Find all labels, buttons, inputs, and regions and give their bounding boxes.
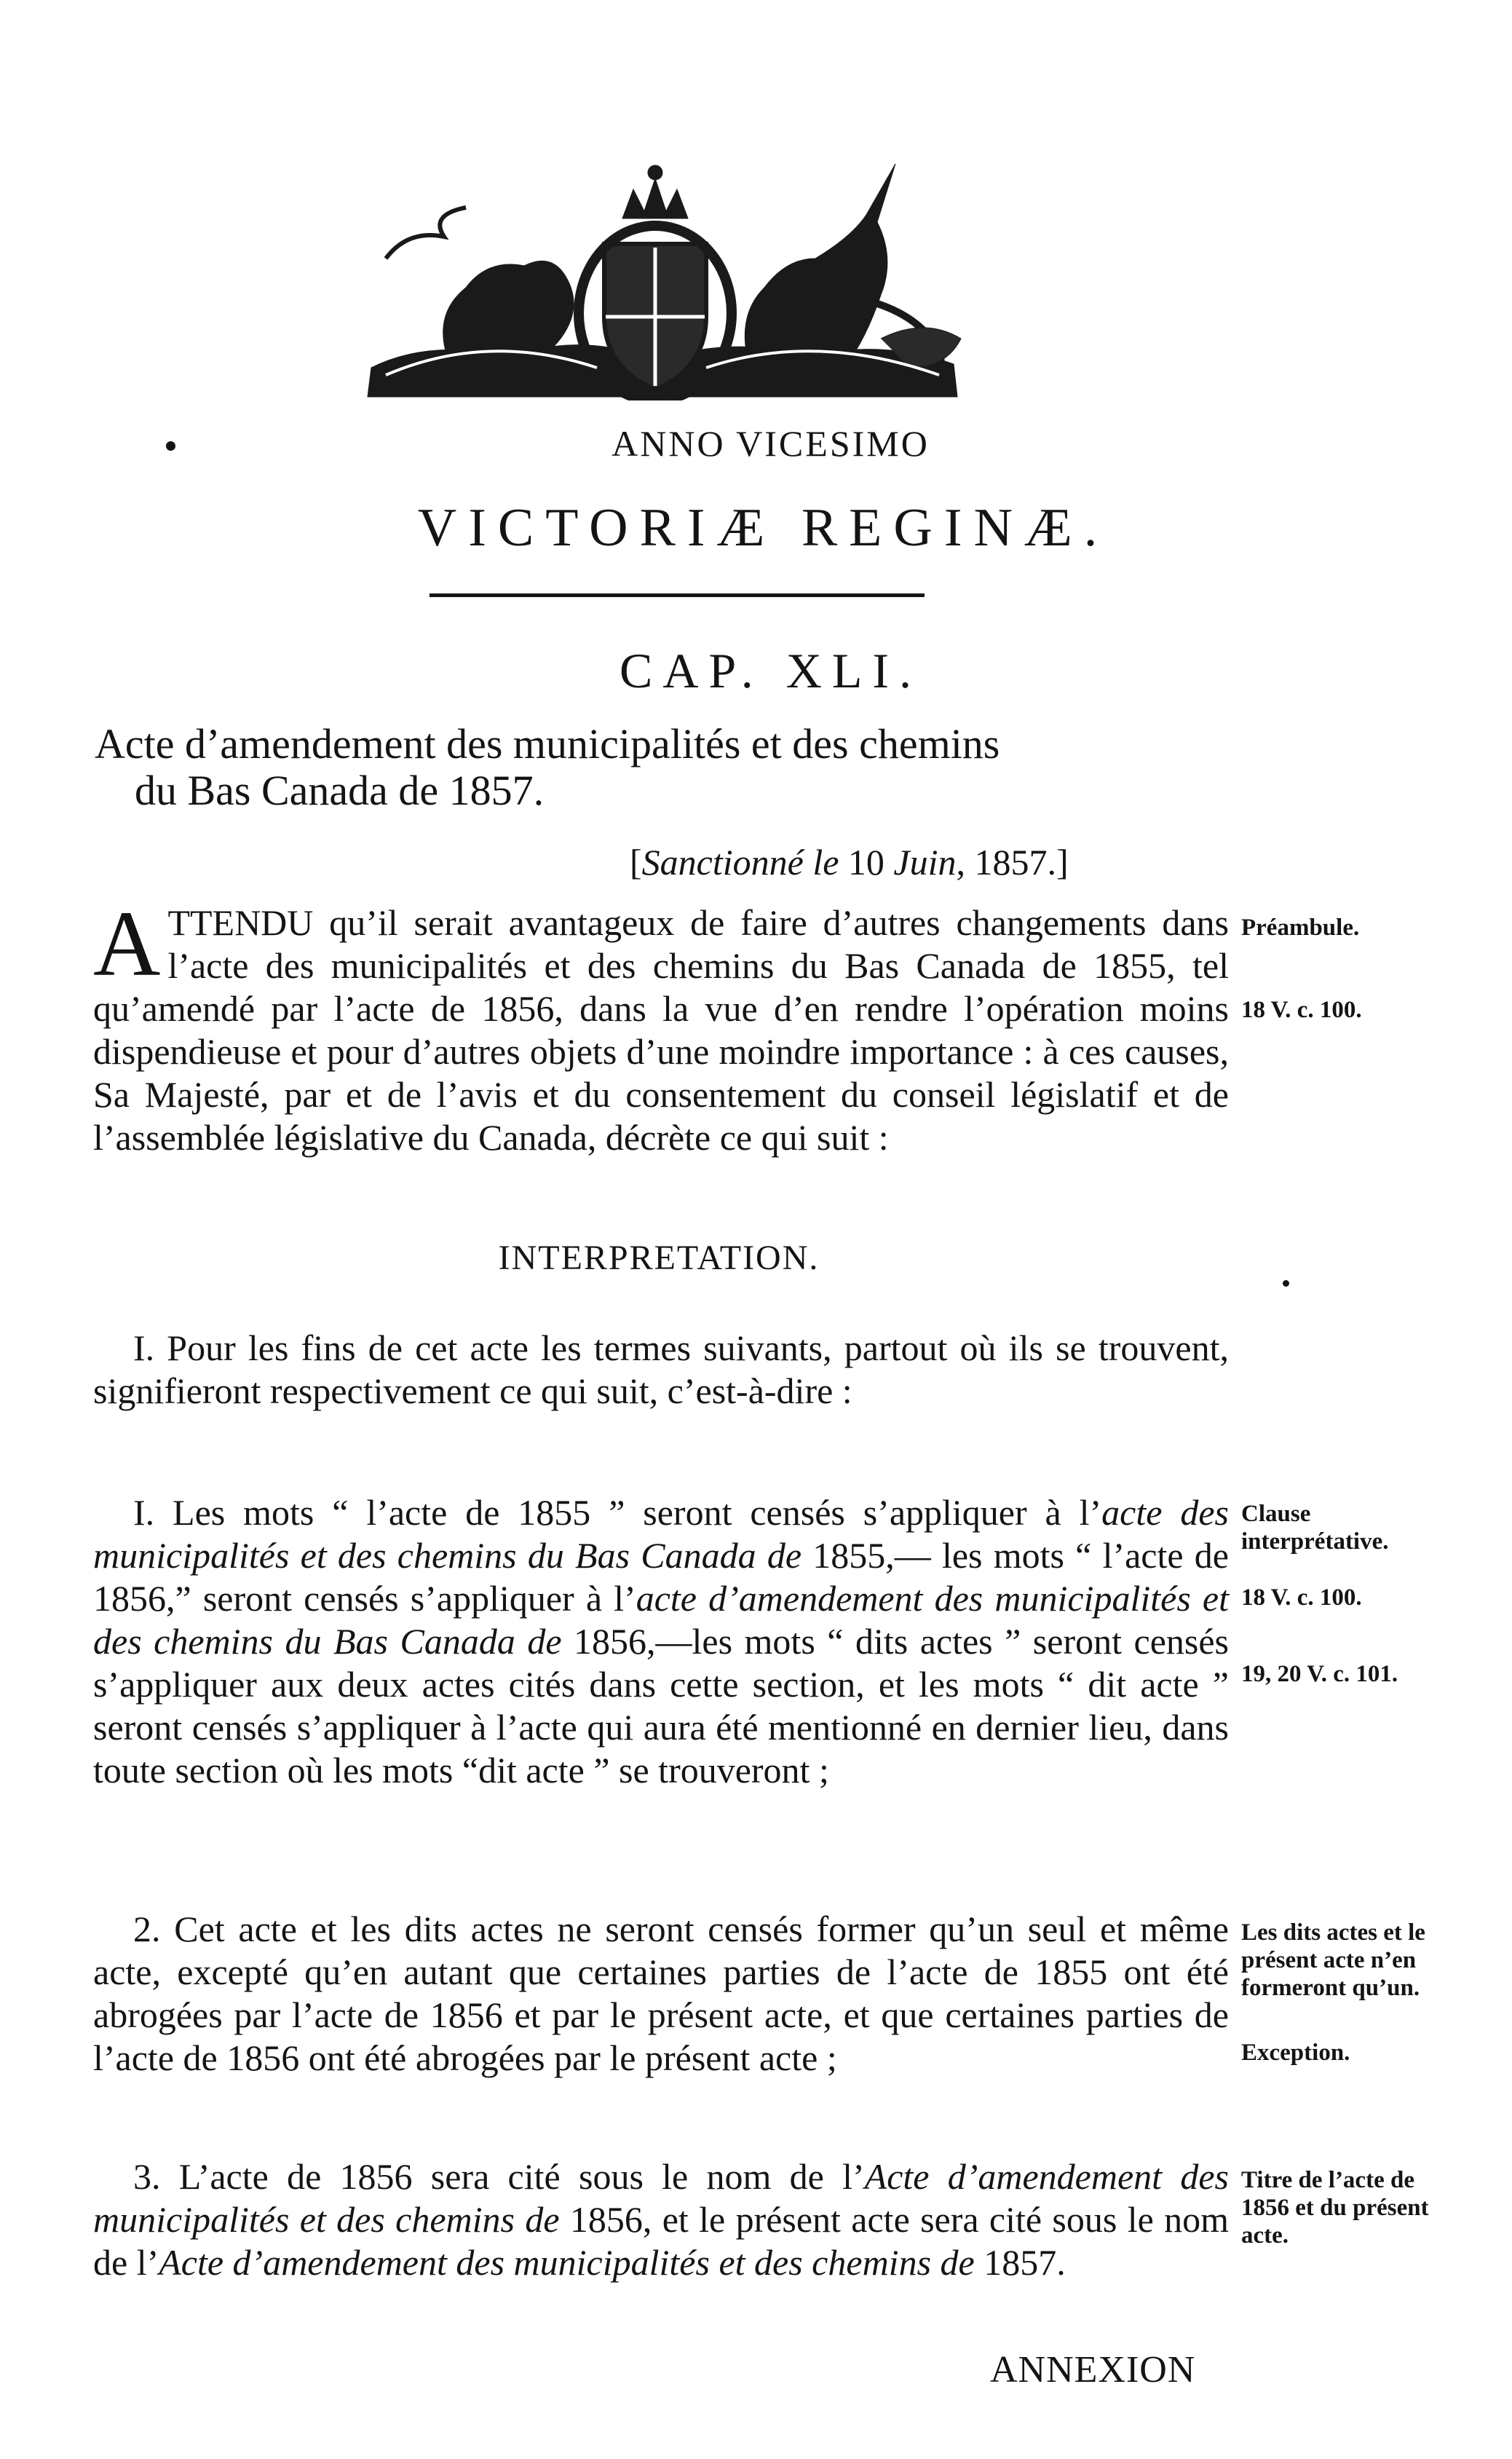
sec3-text-b: Acte d’amendement des municipalités et des chemins de <box>93 2156 1229 2240</box>
margin-note-ref-3: 19, 20 V. c. 101. <box>1241 1661 1398 1687</box>
margin-note-preambule: Préambule. <box>1241 915 1360 941</box>
margin-note-ref: 18 V. c. 100. <box>1241 997 1362 1023</box>
sanction-bracket: [ <box>630 842 642 883</box>
sec3-text-a: 3. L’acte de 1856 sera cité sous le nom de l’ <box>133 2156 865 2197</box>
subsection-1 <box>93 1491 1229 1792</box>
drop-cap: A <box>93 892 161 995</box>
royal-coat-of-arms-icon <box>342 149 975 400</box>
act-title-line2: du Bas Canada de 1857. <box>135 767 545 814</box>
section-1-text: I. Pour les fins de cet acte les termes suivants, partout où ils se trouvent, signifieront respectivement ce qui suit, c’est-à-dire : <box>93 1327 1229 1411</box>
sanction-label: Sanctionné le <box>641 842 839 883</box>
divider-rule <box>430 593 925 597</box>
stray-mark <box>1283 1280 1289 1287</box>
section-1 <box>93 1327 1229 1413</box>
section-2 <box>93 1908 1229 2080</box>
sanction-date <box>630 841 1069 883</box>
section-3 <box>93 2155 1229 2284</box>
preamble-paragraph <box>93 892 1229 1159</box>
margin-note-titre: Titre de l’acte de 1856 et du présent acte. <box>1241 2167 1429 2249</box>
sub1-text-e: 1856,—les mots “ dits actes ” seront censés s’appliquer aux deux actes cités dans cette section, et les mots “ dit acte ” seront censés s’appliquer à l’acte qui aura été mentionné en dernier lieu, dans toute section où les mots “dit acte ” se trouveront ; <box>93 1621 1229 1791</box>
sanction-year: , 1857.] <box>956 842 1069 883</box>
act-title-line1: Acte d’amendement des municipalités et des chemins <box>95 720 1000 767</box>
sub1-text-a: I. Les mots “ l’acte de 1855 ” seront censés s’appliquer à l’ <box>133 1492 1102 1533</box>
section-heading: INTERPRETATION. <box>498 1239 820 1277</box>
chapter-number: CAP. XLI. <box>619 643 922 698</box>
sec3-text-c: 1856, et le présent acte sera cité sous le nom de l’ <box>93 2199 1230 2283</box>
margin-note-dits-actes: Les dits actes et le présent acte n’en formeront qu’un. <box>1241 1919 1425 2001</box>
section-2-text: 2. Cet acte et les dits actes ne seront censés former qu’un seul et même acte, excepté qu’en autant que certaines parties de l’acte de 1855 ont été abrogées par l’acte de 1856 et par le présent acte, et que certaines parties de l’acte de 1856 ont été abrogées par le présent acte ; <box>93 1909 1229 2078</box>
margin-note-clause: Clause interprétative. <box>1241 1501 1389 1555</box>
anno-line: ANNO VICESIMO <box>611 423 930 464</box>
regnal-title: VICTORIÆ REGINÆ. <box>417 498 1109 558</box>
sec3-text-d: Acte d’amendement des municipalités et des chemins de <box>159 2242 975 2283</box>
sub1-text-d: acte d’amendement des municipalités et des chemins du Bas Canada de <box>93 1578 1229 1662</box>
sub1-text-b: acte des municipalités et des chemins du Bas Canada de <box>93 1492 1229 1576</box>
sub1-text-c: 1855,— les mots “ l’acte de 1856,” seront censés s’appliquer à l’ <box>93 1535 1229 1619</box>
preamble-text: TTENDU qu’il serait avantageux de faire d’autres changements dans l’acte des municipalités et des chemins du Bas Canada de 1855, tel qu’amendé par l’acte de 1856, dans la vue d’en rendre l’opération moins dispendieuse et pour d’autres objets d’une moindre importance : à ces causes, Sa Majesté, par et de l’avis et du consentement du conseil législatif et de l’assemblée législative du Canada, décrète ce qui suit : <box>93 902 1229 1158</box>
sec3-text-e: 1857. <box>974 2242 1066 2283</box>
margin-note-exception: Exception. <box>1241 2040 1350 2066</box>
sanction-month: Juin <box>893 842 957 883</box>
act-title <box>95 721 1230 814</box>
sanction-day: 10 <box>839 842 894 883</box>
margin-note-ref-2: 18 V. c. 100. <box>1241 1584 1362 1611</box>
catchword: ANNEXION <box>990 2349 1196 2391</box>
